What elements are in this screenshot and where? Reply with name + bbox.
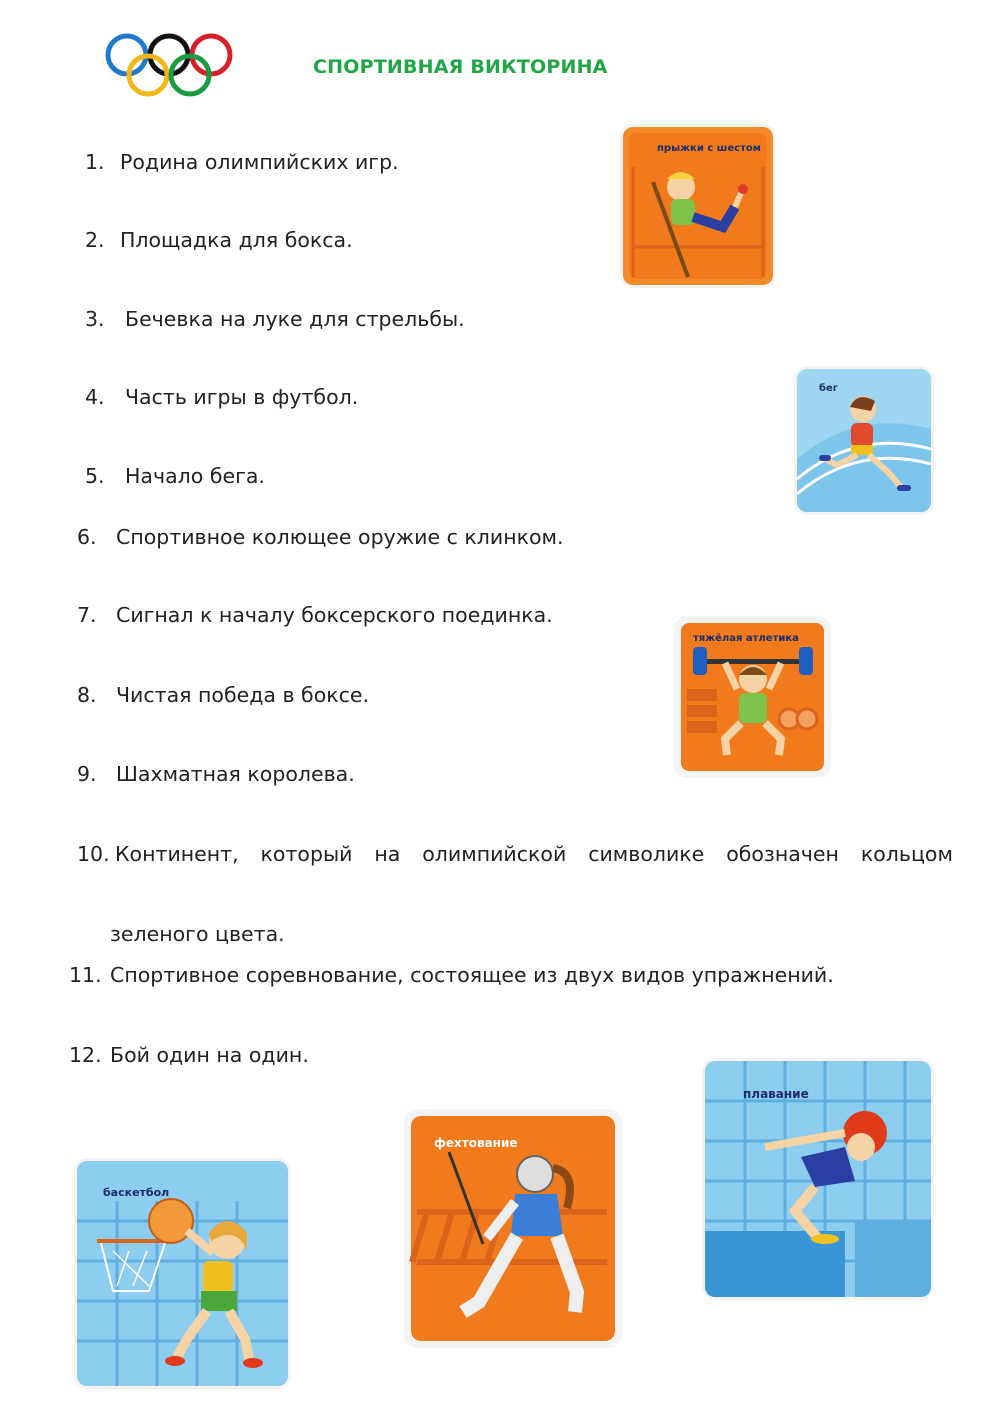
question-number: 3. <box>85 307 105 331</box>
question-5 <box>85 464 265 488</box>
question-text: Родина олимпийских игр. <box>120 150 399 174</box>
card-label: тяжёлая атлетика <box>693 633 799 644</box>
question-text: Шахматная королева. <box>116 762 355 786</box>
question-number: 5. <box>85 464 105 488</box>
question-text: Бечевка на луке для стрельбы. <box>125 307 465 331</box>
card-label: баскетбол <box>103 1186 170 1199</box>
question-text: Начало бега. <box>125 464 265 488</box>
question-number: 11. <box>69 963 102 987</box>
question-4 <box>85 385 358 409</box>
question-number: 1. <box>85 150 105 174</box>
question-text: Сигнал к началу боксерского поединка. <box>116 603 553 627</box>
question-12 <box>69 1043 309 1067</box>
card-running <box>797 369 931 512</box>
question-10-continuation: зеленого цвета. <box>110 922 285 946</box>
card-label: бег <box>819 383 838 394</box>
question-6 <box>77 525 564 549</box>
card-fencing <box>407 1112 619 1345</box>
card-weightlifting <box>677 619 828 775</box>
question-9 <box>77 762 355 786</box>
question-8 <box>77 683 369 707</box>
question-number: 9. <box>77 762 97 786</box>
question-2 <box>85 228 353 252</box>
question-number: 4. <box>85 385 105 409</box>
question-11 <box>69 963 834 987</box>
question-text: Спортивное колющее оружие с клинком. <box>116 525 564 549</box>
question-7 <box>77 603 553 627</box>
card-label: плавание <box>743 1087 809 1101</box>
card-label: фехтование <box>434 1136 518 1150</box>
card-basketball <box>77 1161 288 1386</box>
card-label: прыжки с шестом <box>657 143 761 154</box>
question-10 <box>77 842 953 866</box>
question-text: Бой один на один. <box>110 1043 309 1067</box>
question-number: 10. <box>77 842 110 866</box>
page-title: СПОРТИВНАЯ ВИКТОРИНА <box>313 56 608 78</box>
question-text: Спортивное соревнование, состоящее из двух видов упражнений. <box>110 963 834 987</box>
running-illustration <box>797 369 931 512</box>
question-number: 2. <box>85 228 105 252</box>
question-number: 7. <box>77 603 97 627</box>
question-text: Часть игры в футбол. <box>125 385 359 409</box>
card-pole-vault <box>623 127 773 285</box>
swimming-illustration <box>705 1061 931 1297</box>
question-number: 12. <box>69 1043 102 1067</box>
question-number: 8. <box>77 683 97 707</box>
olympic-rings-logo <box>85 25 255 117</box>
question-text: Площадка для бокса. <box>120 228 353 252</box>
question-text: Континент, который на олимпийской символике обозначен кольцом <box>115 842 953 866</box>
card-swimming <box>705 1061 931 1297</box>
question-3 <box>85 307 465 331</box>
question-1 <box>85 150 399 174</box>
question-text: Чистая победа в боксе. <box>116 683 370 707</box>
question-number: 6. <box>77 525 97 549</box>
